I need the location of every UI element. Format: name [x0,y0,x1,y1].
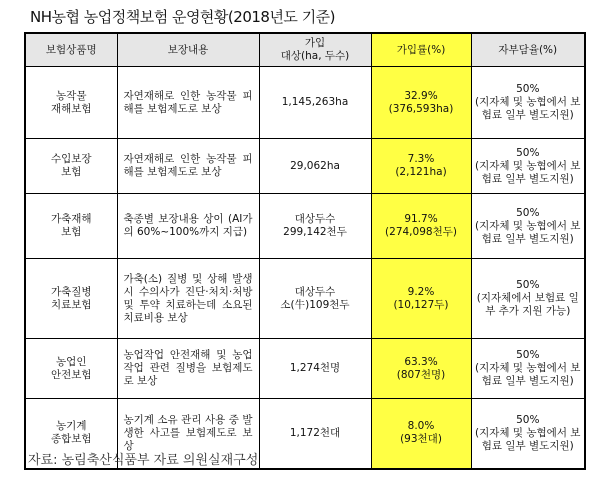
cell-coverage: 축종별 보장내용 상이 (AI가의 60%~100%까지 지급) [117,194,259,259]
cell-burden: 50% (지자체 및 농협에서 보험료 일부 별도지원) [471,194,585,259]
header-coverage: 보장내용 [117,33,259,67]
cell-product: 농업인 안전보험 [25,339,117,399]
header-target: 가입 대상(ha, 두수) [259,33,371,67]
cell-target: 1,172천대 [259,399,371,469]
cell-burden: 50% (지자체 및 농협에서 보험료 일부 별도지원) [471,139,585,194]
table-row [25,139,585,194]
cell-burden: 50% (지자체 및 농협에서 보험료 일부 별도지원) [471,339,585,399]
cell-burden: 50% (지자체 및 농협에서 보험료 일부 별도지원) [471,67,585,139]
source-note: 자료: 농림축산식품부 자료 의원실재구성 [28,453,259,468]
cell-rate: 63.3% (807천명) [371,339,471,399]
cell-rate: 8.0% (93천대) [371,399,471,469]
cell-target: 대상두수 299,142천두 [259,194,371,259]
page-title: NH농협 농업정책보험 운영현황(2018년도 기준) [30,8,336,26]
insurance-table [24,32,586,470]
cell-coverage: 자연재해로 인한 농작물 피해를 보험제도로 보상 [117,139,259,194]
table-row [25,259,585,339]
cell-product: 농작물 재해보험 [25,67,117,139]
cell-burden: 50% (지자체에서 보험료 일부 추가 지원 가능) [471,259,585,339]
cell-coverage: 농기계 소유 관리 사용 중 발생한 사고를 보험제도로 보상 [117,399,259,469]
cell-product: 수입보장 보험 [25,139,117,194]
cell-coverage: 자연재해로 인한 농작물 피해를 보험제도로 보상 [117,67,259,139]
cell-product: 가축질병 치료보험 [25,259,117,339]
header-burden: 자부담율(%) [471,33,585,67]
cell-coverage: 가축(소) 질병 및 상해 발생시 수의사가 진단·처치·처방 및 투약 치료하는데 소요된 치료비용 보상 [117,259,259,339]
cell-rate: 9.2% (10,127두) [371,259,471,339]
cell-rate: 32.9% (376,593ha) [371,67,471,139]
cell-rate: 7.3% (2,121ha) [371,139,471,194]
header-rate: 가입률(%) [371,33,471,67]
cell-coverage: 농업작업 안전재해 및 농업작업 관련 질병을 보험제도로 보상 [117,339,259,399]
cell-rate: 91.7% (274,098천두) [371,194,471,259]
cell-product: 농기계 종합보험 [25,399,117,469]
table-row [25,194,585,259]
cell-target: 대상두수 소(牛)109천두 [259,259,371,339]
cell-target: 29,062ha [259,139,371,194]
cell-target: 1,145,263ha [259,67,371,139]
cell-product: 가축재해 보험 [25,194,117,259]
table-row [25,339,585,399]
cell-burden: 50% (지자체 및 농협에서 보험료 일부 별도지원) [471,399,585,469]
cell-target: 1,274천명 [259,339,371,399]
table-row [25,67,585,139]
header-row [25,33,585,67]
header-product: 보험상품명 [25,33,117,67]
